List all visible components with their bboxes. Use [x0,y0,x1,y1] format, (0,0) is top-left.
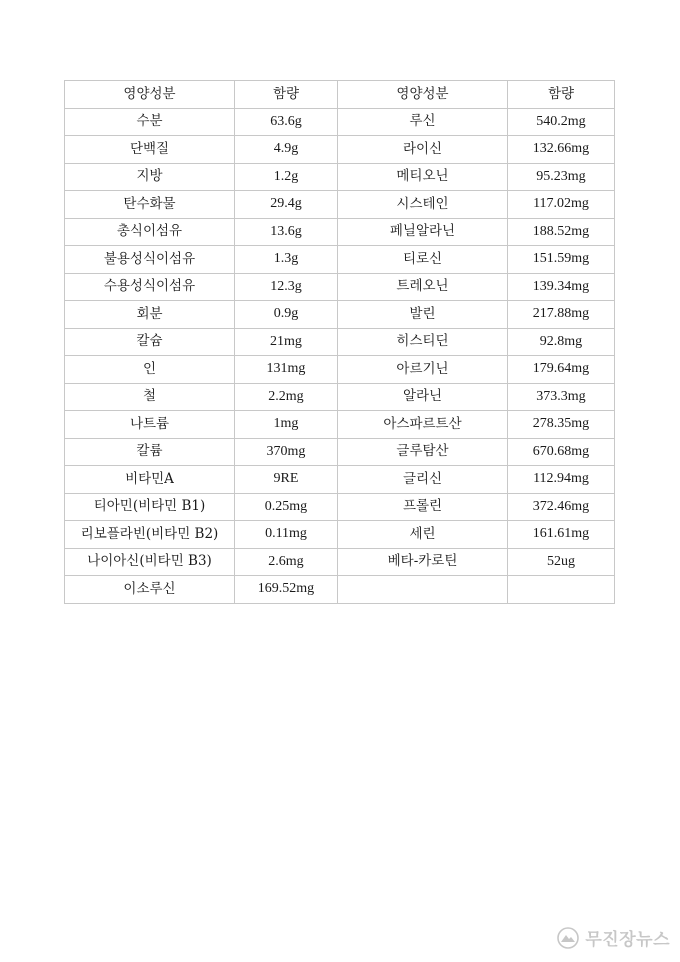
cell-amount-right: 139.34mg [508,273,615,301]
cell-nutrient-left: 이소루신 [65,576,235,604]
cell-nutrient-left: 인 [65,356,235,384]
table-row [65,136,615,164]
cell-nutrient-left: 나트륨 [65,411,235,439]
table-row [65,383,615,411]
header-nutrient-left: 영양성분 [65,81,235,109]
table-row [65,411,615,439]
cell-amount-right: 92.8mg [508,328,615,356]
table-row [65,438,615,466]
cell-nutrient-right: 트레오닌 [338,273,508,301]
table-row [65,191,615,219]
cell-amount-left: 12.3g [235,273,338,301]
cell-nutrient-left: 회분 [65,301,235,329]
cell-amount-left: 0.25mg [235,493,338,521]
cell-amount-left: 169.52mg [235,576,338,604]
cell-amount-left: 0.9g [235,301,338,329]
cell-nutrient-left: 지방 [65,163,235,191]
cell-amount-left: 1mg [235,411,338,439]
cell-nutrient-left: 수분 [65,108,235,136]
cell-amount-right: 95.23mg [508,163,615,191]
table-row [65,356,615,384]
cell-amount-left: 2.6mg [235,548,338,576]
cell-nutrient-right: 프롤린 [338,493,508,521]
cell-amount-left: 0.11mg [235,521,338,549]
cell-amount-left: 63.6g [235,108,338,136]
cell-nutrient-right [338,576,508,604]
table-row [65,108,615,136]
cell-amount-right: 278.35mg [508,411,615,439]
cell-amount-left: 4.9g [235,136,338,164]
cell-nutrient-left: 총식이섬유 [65,218,235,246]
cell-nutrient-left: 칼륨 [65,438,235,466]
cell-amount-left: 13.6g [235,218,338,246]
cell-nutrient-right: 알라닌 [338,383,508,411]
cell-amount-right: 52ug [508,548,615,576]
cell-nutrient-left: 리보플라빈(비타민 B2) [65,521,235,549]
cell-amount-left: 370mg [235,438,338,466]
table-row [65,466,615,494]
cell-nutrient-right: 발린 [338,301,508,329]
nutrition-table-body [65,81,615,604]
header-amount-right: 함량 [508,81,615,109]
mountain-logo-icon [557,927,579,949]
watermark-text: 무진장뉴스 [585,930,670,950]
cell-nutrient-left: 칼슘 [65,328,235,356]
cell-nutrient-left: 단백질 [65,136,235,164]
cell-amount-right: 373.3mg [508,383,615,411]
cell-amount-left: 21mg [235,328,338,356]
cell-amount-right: 540.2mg [508,108,615,136]
cell-nutrient-left: 철 [65,383,235,411]
cell-amount-left: 9RE [235,466,338,494]
table-row [65,273,615,301]
cell-amount-right: 670.68mg [508,438,615,466]
table-row [65,246,615,274]
table-row [65,163,615,191]
cell-nutrient-right: 라이신 [338,136,508,164]
cell-amount-right: 132.66mg [508,136,615,164]
cell-nutrient-left: 탄수화물 [65,191,235,219]
cell-nutrient-right: 글루탐산 [338,438,508,466]
table-row [65,301,615,329]
header-nutrient-right: 영양성분 [338,81,508,109]
cell-nutrient-left: 나이아신(비타민 B3) [65,548,235,576]
table-row [65,493,615,521]
cell-amount-left: 29.4g [235,191,338,219]
header-amount-left: 함량 [235,81,338,109]
cell-amount-right: 372.46mg [508,493,615,521]
cell-amount-right: 188.52mg [508,218,615,246]
cell-amount-right: 112.94mg [508,466,615,494]
cell-amount-right: 117.02mg [508,191,615,219]
cell-amount-right [508,576,615,604]
table-row [65,548,615,576]
cell-amount-left: 131mg [235,356,338,384]
cell-amount-left: 1.3g [235,246,338,274]
cell-amount-right: 161.61mg [508,521,615,549]
cell-nutrient-right: 시스테인 [338,191,508,219]
cell-nutrient-right: 루신 [338,108,508,136]
cell-amount-right: 179.64mg [508,356,615,384]
table-row [65,218,615,246]
cell-amount-right: 151.59mg [508,246,615,274]
nutrition-table [64,80,615,604]
cell-amount-left: 1.2g [235,163,338,191]
table-row [65,328,615,356]
cell-amount-right: 217.88mg [508,301,615,329]
cell-nutrient-left: 불용성식이섬유 [65,246,235,274]
cell-nutrient-right: 글리신 [338,466,508,494]
cell-nutrient-right: 메티오닌 [338,163,508,191]
cell-nutrient-right: 히스티딘 [338,328,508,356]
cell-nutrient-right: 페닐알라닌 [338,218,508,246]
cell-nutrient-left: 티아민(비타민 B1) [65,493,235,521]
cell-nutrient-right: 세린 [338,521,508,549]
cell-nutrient-right: 베타-카로틴 [338,548,508,576]
watermark [557,925,670,950]
cell-nutrient-right: 티로신 [338,246,508,274]
table-row [65,521,615,549]
cell-nutrient-left: 비타민A [65,466,235,494]
cell-amount-left: 2.2mg [235,383,338,411]
table-header-row [65,81,615,109]
cell-nutrient-right: 아르기닌 [338,356,508,384]
cell-nutrient-right: 아스파르트산 [338,411,508,439]
cell-nutrient-left: 수용성식이섬유 [65,273,235,301]
table-row [65,576,615,604]
